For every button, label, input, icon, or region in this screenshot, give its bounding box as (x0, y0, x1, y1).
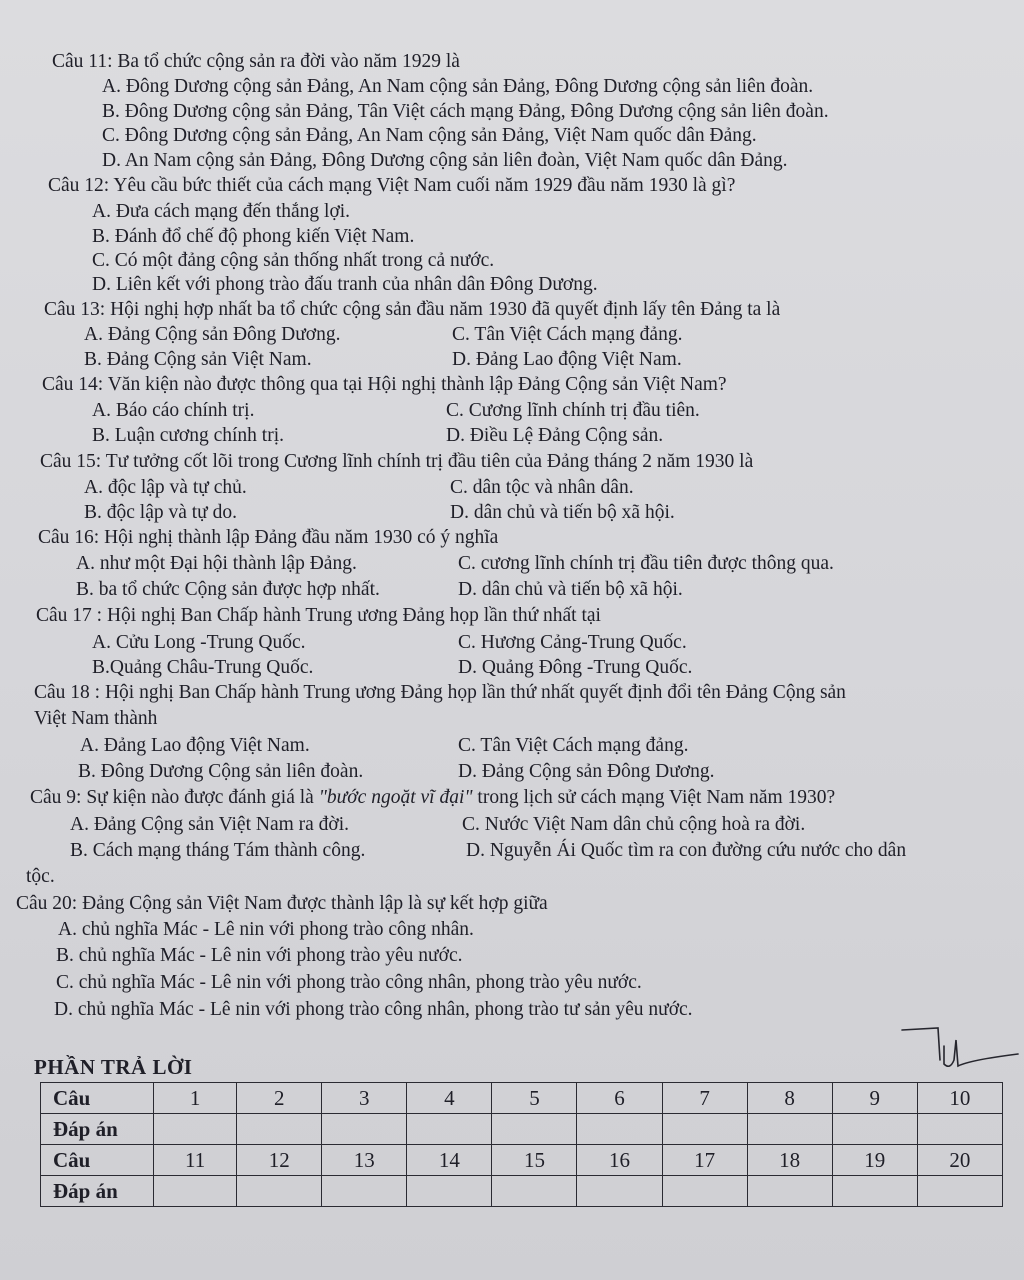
answer-cell[interactable] (237, 1176, 322, 1207)
answer-cell[interactable] (322, 1176, 407, 1207)
q11-option-b: B. Đông Dương cộng sản Đảng, Tân Việt cách mạng Đảng, Đông Dương cộng sản liên đoàn. (102, 101, 829, 122)
question-number-cell: 16 (577, 1145, 662, 1176)
answer-cell[interactable] (154, 1114, 237, 1145)
answer-label-cell: Đáp án (41, 1176, 154, 1207)
answer-table-row (41, 1114, 1003, 1145)
question-number-cell: 11 (154, 1145, 237, 1176)
question-number-cell: 13 (322, 1145, 407, 1176)
question-number-cell: 1 (154, 1083, 237, 1114)
q12-option-d: D. Liên kết với phong trào đấu tranh của nhân dân Đông Dương. (92, 274, 598, 295)
q19-option-c: C. Nước Việt Nam dân chủ cộng hoà ra đời. (462, 814, 806, 835)
answer-label-cell: Đáp án (41, 1114, 154, 1145)
answer-cell[interactable] (407, 1176, 492, 1207)
q17-option-c: C. Hương Cảng-Trung Quốc. (458, 632, 687, 653)
answer-table-row (41, 1083, 1003, 1114)
question-11: Câu 11: Ba tổ chức cộng sản ra đời vào năm 1929 là (52, 51, 460, 72)
answer-cell[interactable] (577, 1114, 662, 1145)
question-number-cell: 6 (577, 1083, 662, 1114)
answer-cell[interactable] (917, 1114, 1002, 1145)
answer-cell[interactable] (492, 1176, 577, 1207)
question-number-cell: 8 (747, 1083, 832, 1114)
q19-option-b: B. Cách mạng tháng Tám thành công. (70, 840, 366, 861)
answer-table-row (41, 1176, 1003, 1207)
q14-option-a: A. Báo cáo chính trị. (92, 400, 255, 421)
answer-cell[interactable] (407, 1114, 492, 1145)
q11-option-a: A. Đông Dương cộng sản Đảng, An Nam cộng sản Đảng, Đông Dương cộng sản liên đoàn. (102, 76, 814, 97)
q12-option-a: A. Đưa cách mạng đến thắng lợi. (92, 201, 351, 222)
answer-cell[interactable] (747, 1176, 832, 1207)
q15-option-d: D. dân chủ và tiến bộ xã hội. (450, 502, 675, 523)
q20-option-a: A. chủ nghĩa Mác - Lê nin với phong trào công nhân. (58, 919, 474, 940)
question-18-continued: Việt Nam thành (34, 708, 158, 729)
question-number-cell: 19 (832, 1145, 917, 1176)
answer-cell[interactable] (577, 1176, 662, 1207)
question-14: Câu 14: Văn kiện nào được thông qua tại Hội nghị thành lập Đảng Cộng sản Việt Nam? (42, 374, 727, 395)
q15-option-a: A. độc lập và tự chủ. (84, 477, 247, 498)
q18-option-c: C. Tân Việt Cách mạng đảng. (458, 735, 689, 756)
answer-cell[interactable] (747, 1114, 832, 1145)
answer-table-row (41, 1145, 1003, 1176)
q16-option-c: C. cương lĩnh chính trị đầu tiên được thông qua. (458, 553, 834, 574)
question-19-quote: "bước ngoặt vĩ đại" (318, 787, 473, 808)
q20-option-d: D. chủ nghĩa Mác - Lê nin với phong trào công nhân, phong trào tư sản yêu nước. (54, 999, 693, 1020)
answer-cell[interactable] (322, 1114, 407, 1145)
q12-option-c: C. Có một đảng cộng sản thống nhất trong cả nước. (92, 250, 495, 271)
q19-option-d-wrap: tộc. (26, 866, 55, 887)
question-20: Câu 20: Đảng Cộng sản Việt Nam được thành lập là sự kết hợp giữa (16, 893, 548, 914)
question-number-cell: 9 (832, 1083, 917, 1114)
answer-cell[interactable] (832, 1176, 917, 1207)
answer-table (40, 1082, 1003, 1207)
question-12: Câu 12: Yêu cầu bức thiết của cách mạng Việt Nam cuối năm 1929 đầu năm 1930 là gì? (48, 175, 736, 196)
answer-cell[interactable] (492, 1114, 577, 1145)
q14-option-b: B. Luận cương chính trị. (92, 425, 285, 446)
question-19 (30, 786, 835, 810)
q16-option-d: D. dân chủ và tiến bộ xã hội. (458, 579, 683, 600)
question-number-cell: 3 (322, 1083, 407, 1114)
answer-cell[interactable] (237, 1114, 322, 1145)
q12-option-b: B. Đánh đổ chế độ phong kiến Việt Nam. (92, 226, 415, 247)
q20-option-b: B. chủ nghĩa Mác - Lê nin với phong trào yêu nước. (56, 945, 463, 966)
q14-option-c: C. Cương lĩnh chính trị đầu tiên. (446, 400, 700, 421)
question-18: Câu 18 : Hội nghị Ban Chấp hành Trung ương Đảng họp lần thứ nhất quyết định đổi tên Đảng Cộng sản (34, 682, 846, 703)
question-13: Câu 13: Hội nghị hợp nhất ba tổ chức cộng sản đầu năm 1930 đã quyết định lấy tên Đảng ta là (44, 299, 781, 320)
question-19-suffix: trong lịch sử cách mạng Việt Nam năm 1930? (472, 787, 836, 808)
q13-option-c: C. Tân Việt Cách mạng đảng. (452, 324, 683, 345)
q18-option-a: A. Đảng Lao động Việt Nam. (80, 735, 310, 756)
question-number-cell: 18 (747, 1145, 832, 1176)
q11-option-d: D. An Nam cộng sản Đảng, Đông Dương cộng sản liên đoàn, Việt Nam quốc dân Đảng. (102, 150, 788, 171)
question-16: Câu 16: Hội nghị thành lập Đảng đầu năm 1930 có ý nghĩa (38, 527, 499, 548)
q15-option-c: C. dân tộc và nhân dân. (450, 477, 634, 498)
question-label-cell: Câu (41, 1083, 154, 1114)
q17-option-d: D. Quảng Đông -Trung Quốc. (458, 657, 693, 678)
question-number-cell: 20 (917, 1145, 1002, 1176)
q18-option-d: D. Đảng Cộng sản Đông Dương. (458, 761, 715, 782)
question-number-cell: 10 (917, 1083, 1002, 1114)
answer-cell[interactable] (662, 1114, 747, 1145)
answer-cell[interactable] (917, 1176, 1002, 1207)
question-17: Câu 17 : Hội nghị Ban Chấp hành Trung ương Đảng họp lần thứ nhất tại (36, 605, 601, 626)
q16-option-b: B. ba tổ chức Cộng sản được hợp nhất. (76, 579, 380, 600)
question-number-cell: 12 (237, 1145, 322, 1176)
q15-option-b: B. độc lập và tự do. (84, 502, 238, 523)
question-15: Câu 15: Tư tưởng cốt lõi trong Cương lĩnh chính trị đầu tiên của Đảng tháng 2 năm 1930 là (40, 451, 754, 472)
question-number-cell: 7 (662, 1083, 747, 1114)
q19-option-a: A. Đảng Cộng sản Việt Nam ra đời. (70, 814, 350, 835)
answer-section-title: PHẦN TRẢ LỜI (34, 1055, 193, 1079)
question-number-cell: 15 (492, 1145, 577, 1176)
q17-option-b: B.Quảng Châu-Trung Quốc. (92, 657, 314, 678)
q17-option-a: A. Cửu Long -Trung Quốc. (92, 632, 306, 653)
q13-option-a: A. Đảng Cộng sản Đông Dương. (84, 324, 341, 345)
q13-option-d: D. Đảng Lao động Việt Nam. (452, 349, 682, 370)
question-19-prefix: Câu 9: Sự kiện nào được đánh giá là (30, 787, 319, 808)
q20-option-c: C. chủ nghĩa Mác - Lê nin với phong trào công nhân, phong trào yêu nước. (56, 972, 642, 993)
q18-option-b: B. Đông Dương Cộng sản liên đoàn. (78, 761, 364, 782)
answer-cell[interactable] (662, 1176, 747, 1207)
question-label-cell: Câu (41, 1145, 154, 1176)
answer-cell[interactable] (154, 1176, 237, 1207)
answer-cell[interactable] (832, 1114, 917, 1145)
signature-mark (900, 1020, 1020, 1080)
q11-option-c: C. Đông Dương cộng sản Đảng, An Nam cộng sản Đảng, Việt Nam quốc dân Đảng. (102, 125, 757, 146)
q19-option-d: D. Nguyễn Ái Quốc tìm ra con đường cứu nước cho dân (466, 840, 907, 861)
question-number-cell: 4 (407, 1083, 492, 1114)
q13-option-b: B. Đảng Cộng sản Việt Nam. (84, 349, 312, 370)
question-number-cell: 2 (237, 1083, 322, 1114)
q14-option-d: D. Điều Lệ Đảng Cộng sản. (446, 425, 664, 446)
question-number-cell: 14 (407, 1145, 492, 1176)
question-number-cell: 17 (662, 1145, 747, 1176)
question-number-cell: 5 (492, 1083, 577, 1114)
q16-option-a: A. như một Đại hội thành lập Đảng. (76, 553, 357, 574)
